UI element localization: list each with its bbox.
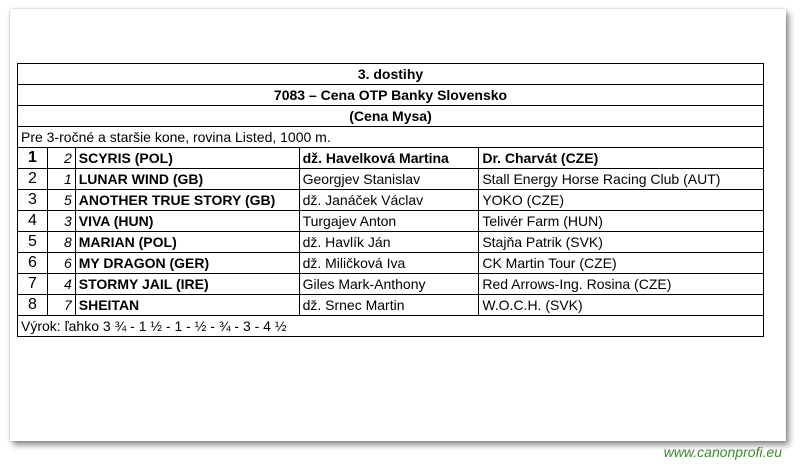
horse-name: LUNAR WIND (GB) bbox=[75, 169, 299, 190]
owner-name: Dr. Charvát (CZE) bbox=[479, 148, 764, 169]
jockey-name: dž. Miličková Iva bbox=[299, 253, 479, 274]
start-number: 6 bbox=[47, 253, 75, 274]
owner-name: W.O.C.H. (SVK) bbox=[479, 295, 764, 316]
start-number: 5 bbox=[47, 190, 75, 211]
jockey-name: dž. Janáček Václav bbox=[299, 190, 479, 211]
start-number: 2 bbox=[47, 148, 75, 169]
owner-name: YOKO (CZE) bbox=[479, 190, 764, 211]
race-title: 7083 – Cena OTP Banky Slovensko bbox=[18, 85, 764, 106]
start-number: 3 bbox=[47, 211, 75, 232]
jockey-name: Giles Mark-Anthony bbox=[299, 274, 479, 295]
result-row bbox=[18, 211, 764, 232]
race-subtitle: (Cena Mysa) bbox=[18, 106, 764, 127]
finish-position: 3 bbox=[18, 190, 48, 211]
race-subtitle-row bbox=[18, 106, 764, 127]
horse-name: SHEITAN bbox=[75, 295, 299, 316]
horse-name: STORMY JAIL (IRE) bbox=[75, 274, 299, 295]
finish-position: 2 bbox=[18, 169, 48, 190]
margins-row bbox=[18, 316, 764, 337]
race-title-row bbox=[18, 85, 764, 106]
finish-position: 4 bbox=[18, 211, 48, 232]
finish-position: 1 bbox=[18, 148, 48, 169]
owner-name: Red Arrows-Ing. Rosina (CZE) bbox=[479, 274, 764, 295]
result-row bbox=[18, 190, 764, 211]
finish-position: 5 bbox=[18, 232, 48, 253]
race-heading: 3. dostihy bbox=[18, 64, 764, 85]
start-number: 4 bbox=[47, 274, 75, 295]
result-row bbox=[18, 232, 764, 253]
owner-name: Stall Energy Horse Racing Club (AUT) bbox=[479, 169, 764, 190]
owner-name: Stajňa Patrik (SVK) bbox=[479, 232, 764, 253]
horse-name: MARIAN (POL) bbox=[75, 232, 299, 253]
result-row bbox=[18, 169, 764, 190]
jockey-name: Georgjev Stanislav bbox=[299, 169, 479, 190]
result-row bbox=[18, 253, 764, 274]
horse-name: ANOTHER TRUE STORY (GB) bbox=[75, 190, 299, 211]
race-heading-row bbox=[18, 64, 764, 85]
finish-position: 6 bbox=[18, 253, 48, 274]
jockey-name: dž. Havlík Ján bbox=[299, 232, 479, 253]
jockey-name: dž. Srnec Martin bbox=[299, 295, 479, 316]
result-row bbox=[18, 295, 764, 316]
race-conditions: Pre 3-ročné a staršie kone, rovina Listed, 1000 m. bbox=[18, 127, 764, 148]
margins-text: Výrok: ľahko 3 ¾ - 1 ½ - 1 - ½ - ¾ - 3 - 4 ½ bbox=[18, 316, 764, 337]
race-conditions-row bbox=[18, 127, 764, 148]
jockey-name: Turgajev Anton bbox=[299, 211, 479, 232]
jockey-name: dž. Havelková Martina bbox=[299, 148, 479, 169]
start-number: 7 bbox=[47, 295, 75, 316]
owner-name: Telivér Farm (HUN) bbox=[479, 211, 764, 232]
finish-position: 8 bbox=[18, 295, 48, 316]
horse-name: MY DRAGON (GER) bbox=[75, 253, 299, 274]
horse-name: SCYRIS (POL) bbox=[75, 148, 299, 169]
owner-name: CK Martin Tour (CZE) bbox=[479, 253, 764, 274]
horse-name: VIVA (HUN) bbox=[75, 211, 299, 232]
result-row bbox=[18, 274, 764, 295]
result-row bbox=[18, 148, 764, 169]
start-number: 1 bbox=[47, 169, 75, 190]
start-number: 8 bbox=[47, 232, 75, 253]
watermark-text: www.canonprofi.eu bbox=[663, 444, 782, 460]
race-results-table bbox=[17, 63, 764, 337]
finish-position: 7 bbox=[18, 274, 48, 295]
